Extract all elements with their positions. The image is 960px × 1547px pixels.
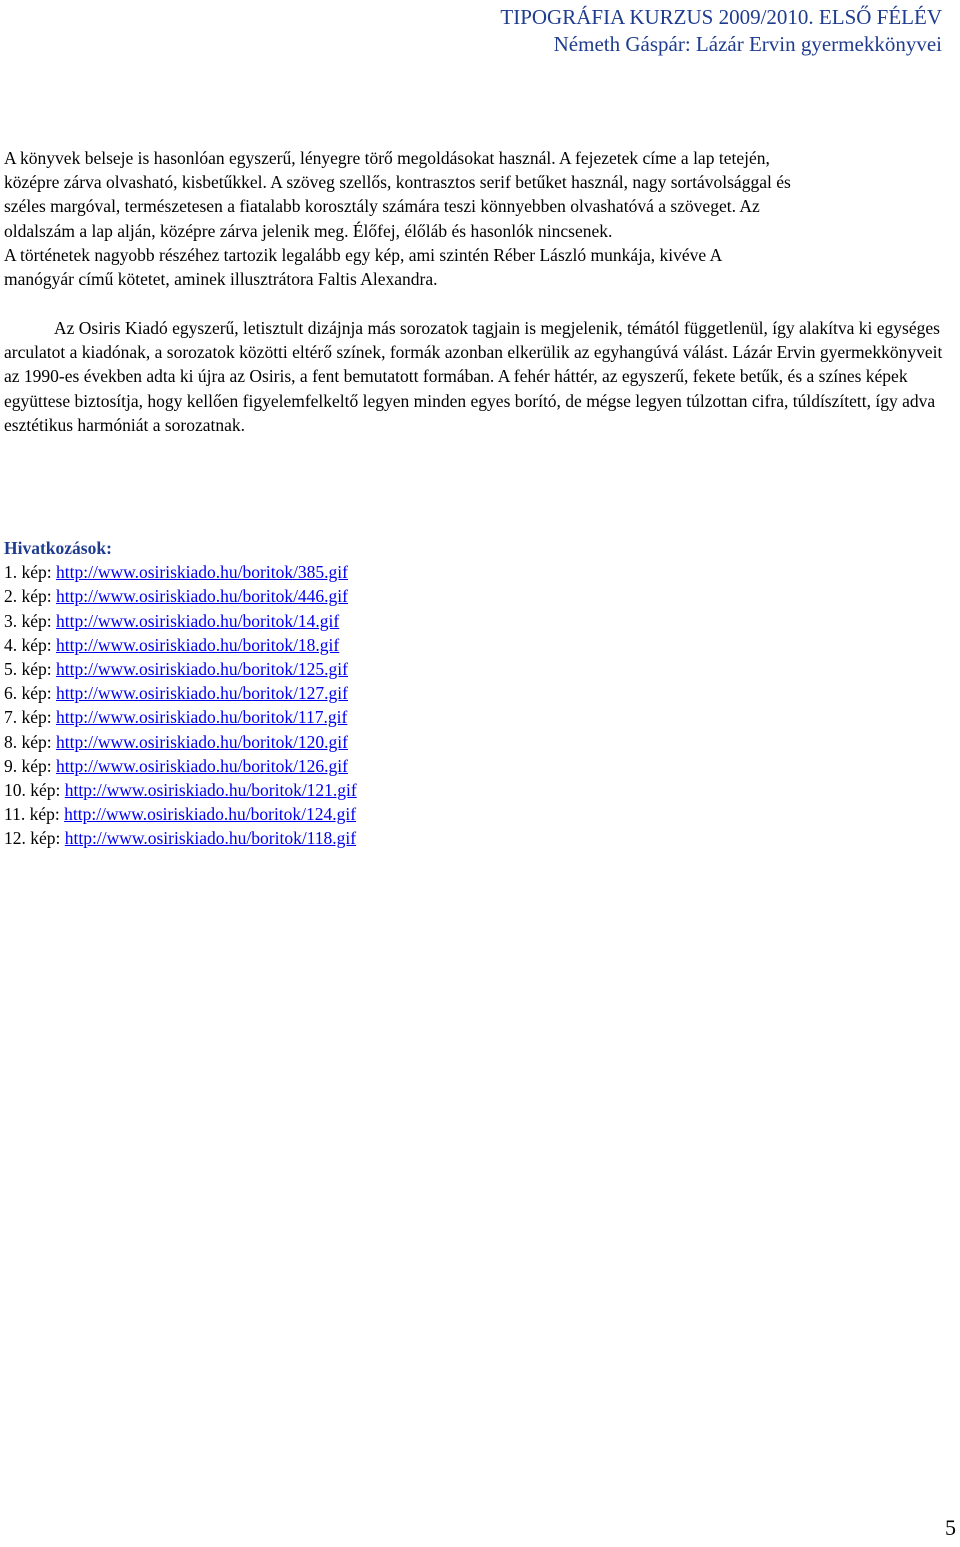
reference-link[interactable]: http://www.osiriskiado.hu/boritok/120.gif bbox=[56, 731, 348, 752]
reference-label: 4. kép: bbox=[4, 634, 57, 655]
reference-label: 1. kép: bbox=[4, 562, 57, 583]
reference-link[interactable]: http://www.osiriskiado.hu/boritok/117.gif bbox=[56, 707, 348, 728]
reference-label: 8. kép: bbox=[4, 731, 57, 752]
paragraph-line: manógyár című kötetet, aminek illusztrátora Faltis Alexandra. bbox=[4, 269, 438, 290]
paragraph-line: A könyvek belseje is hasonlóan egyszerű, lényegre törő megoldásokat használ. A fejezetek címe a lap tetején, bbox=[4, 148, 770, 168]
reference-item bbox=[4, 657, 357, 681]
reference-link[interactable]: http://www.osiriskiado.hu/boritok/126.gif bbox=[56, 755, 348, 776]
reference-item bbox=[4, 584, 357, 608]
paragraph-line: A történetek nagyobb részéhez tartozik legalább egy kép, ami szintén Réber László munkája, kivéve A bbox=[4, 244, 723, 265]
reference-link[interactable]: http://www.osiriskiado.hu/boritok/385.gif bbox=[56, 562, 348, 583]
reference-label: 11. kép: bbox=[4, 804, 65, 825]
reference-label: 5. kép: bbox=[4, 659, 57, 680]
reference-link[interactable]: http://www.osiriskiado.hu/boritok/446.gif bbox=[56, 586, 348, 607]
paragraph-line: középre zárva olvasható, kisbetűkkel. A szöveg szellős, kontrasztos serif betűket használ, nagy sortávolsággal és bbox=[4, 172, 791, 193]
reference-item bbox=[4, 681, 357, 705]
reference-label: 2. kép: bbox=[4, 586, 57, 607]
reference-item bbox=[4, 826, 357, 850]
reference-link[interactable]: http://www.osiriskiado.hu/boritok/121.gif bbox=[64, 780, 357, 801]
reference-item bbox=[4, 633, 357, 657]
paragraph-line: széles margóval, természetesen a fiatalabb korosztály számára teszi könnyebben olvashatóvá a szöveget. Az bbox=[4, 196, 760, 217]
references-section bbox=[4, 536, 357, 851]
reference-item bbox=[4, 609, 357, 633]
references-heading: Hivatkozások: bbox=[4, 538, 112, 558]
reference-item bbox=[4, 754, 357, 778]
reference-link[interactable]: http://www.osiriskiado.hu/boritok/14.gif bbox=[56, 610, 340, 631]
reference-link[interactable]: http://www.osiriskiado.hu/boritok/124.gif bbox=[64, 804, 357, 825]
reference-label: 7. kép: bbox=[4, 707, 57, 728]
reference-item bbox=[4, 802, 357, 826]
body-paragraph-1 bbox=[4, 146, 956, 291]
page-header bbox=[0, 4, 942, 58]
reference-label: 9. kép: bbox=[4, 755, 57, 776]
reference-item bbox=[4, 730, 357, 754]
reference-item bbox=[4, 560, 357, 584]
body-paragraph-2: Az Osiris Kiadó egyszerű, letisztult dizájnja más sorozatok tagjain is megjelenik, témától függetlenül, így alakítva ki egységes arculatot a kiadónak, a sorozatok közötti eltérő színek, formák azonban elkerülik az egyhangúvá válást. Lázár Ervin gyermekkönyveit az 1990-es években adta ki újra az Osiris, a fent bemutatott formában. A fehér háttér, az egyszerű, fekete betűk, és a színes képek együttese biztosítja, hogy kellően figyelemfelkeltő legyen minden egyes borító, de mégse legyen túlzottan cifra, túldíszített, így adva esztétikus harmóniát a sorozatnak. bbox=[4, 318, 943, 435]
reference-item bbox=[4, 778, 357, 802]
reference-link[interactable]: http://www.osiriskiado.hu/boritok/127.gif bbox=[56, 683, 348, 704]
header-document-title: Németh Gáspár: Lázár Ervin gyermekkönyvei bbox=[553, 32, 942, 56]
reference-label: 10. kép: bbox=[4, 780, 65, 801]
reference-label: 12. kép: bbox=[4, 828, 65, 849]
header-course-title: TIPOGRÁFIA KURZUS 2009/2010. ELSŐ FÉLÉV bbox=[500, 5, 942, 29]
reference-label: 3. kép: bbox=[4, 610, 57, 631]
paragraph-line: oldalszám a lap alján, középre zárva jelenik meg. Élőfej, élőláb és hasonlók nincsenek. bbox=[4, 220, 613, 241]
page-number: 5 bbox=[945, 1515, 956, 1540]
reference-label: 6. kép: bbox=[4, 683, 57, 704]
reference-link[interactable]: http://www.osiriskiado.hu/boritok/118.gif bbox=[64, 828, 357, 849]
reference-link[interactable]: http://www.osiriskiado.hu/boritok/18.gif bbox=[56, 634, 340, 655]
reference-item bbox=[4, 705, 357, 729]
reference-link[interactable]: http://www.osiriskiado.hu/boritok/125.gif bbox=[56, 659, 348, 680]
